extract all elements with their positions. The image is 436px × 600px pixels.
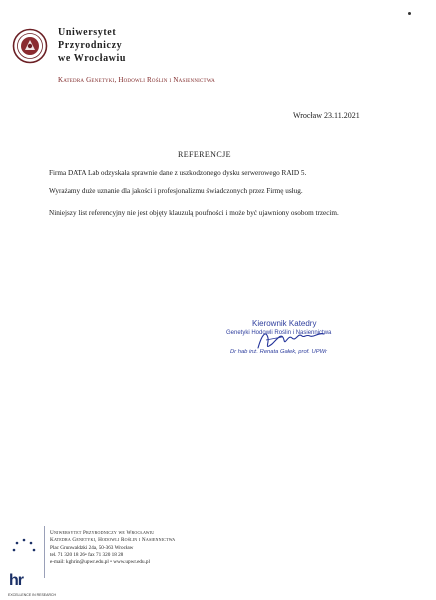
footer-line-address: Plac Grunwaldzki 24a, 50-363 Wrocław: [50, 544, 134, 551]
footer-divider: [44, 526, 45, 578]
page-mark-dot: [408, 12, 411, 15]
hr-logo-caption: EXCELLENCE IN RESEARCH: [8, 593, 57, 597]
university-name-line-3: we Wrocławiu: [58, 53, 127, 64]
footer-line-university: Uniwersytet Przyrodniczy we Wrocławiu: [50, 530, 155, 536]
letter-paragraph-2: Wyrażamy duże uznanie dla jakości i profesjonalizmu świadczonych przez Firmę usług.: [49, 187, 303, 195]
department-name: Katedra Genetyki, Hodowli Roślin i Nasiennictwa: [58, 76, 215, 84]
footer-line-phone: tel. 71 320 18 26• fax 71 320 18 28: [50, 551, 124, 558]
stamp-signatory: Dr hab inż. Renata Gałek, prof. UPWr: [230, 349, 327, 355]
hr-logo-stars-icon: [4, 534, 44, 574]
footer-line-contact: e-mail: kghrin@upwr.edu.pl • www.upwr.edu.pl: [50, 559, 150, 566]
stamp-department: Genetyki Hodowli Roślin i Nasiennictwa: [226, 330, 332, 336]
university-name-line-1: Uniwersytet: [58, 27, 117, 38]
footer: [0, 526, 436, 596]
university-name-line-2: Przyrodniczy: [58, 40, 123, 51]
letter-date: Wrocław 23.11.2021: [293, 111, 360, 120]
hr-logo-letters: hr: [9, 572, 23, 589]
letter-paragraph-1: Firma DATA Lab odzyskała sprawnie dane z uszkodzonego dysku serwerowego RAID 5.: [49, 169, 307, 177]
letter-paragraph-3: Niniejszy list referencyjny nie jest objęty klauzulą poufności i może być ujawniony osobom trzecim.: [49, 209, 339, 217]
hr-excellence-logo: [4, 534, 57, 597]
footer-line-department: Katedra Genetyki, Hodowli Roślin i Nasiennictwa: [50, 537, 176, 544]
university-seal-logo: [12, 28, 48, 64]
university-name: [58, 26, 126, 65]
footer-address: [50, 530, 175, 566]
stamp-title: Kierownik Katedry: [252, 319, 317, 328]
letter-heading: REFERENCJE: [178, 150, 231, 159]
